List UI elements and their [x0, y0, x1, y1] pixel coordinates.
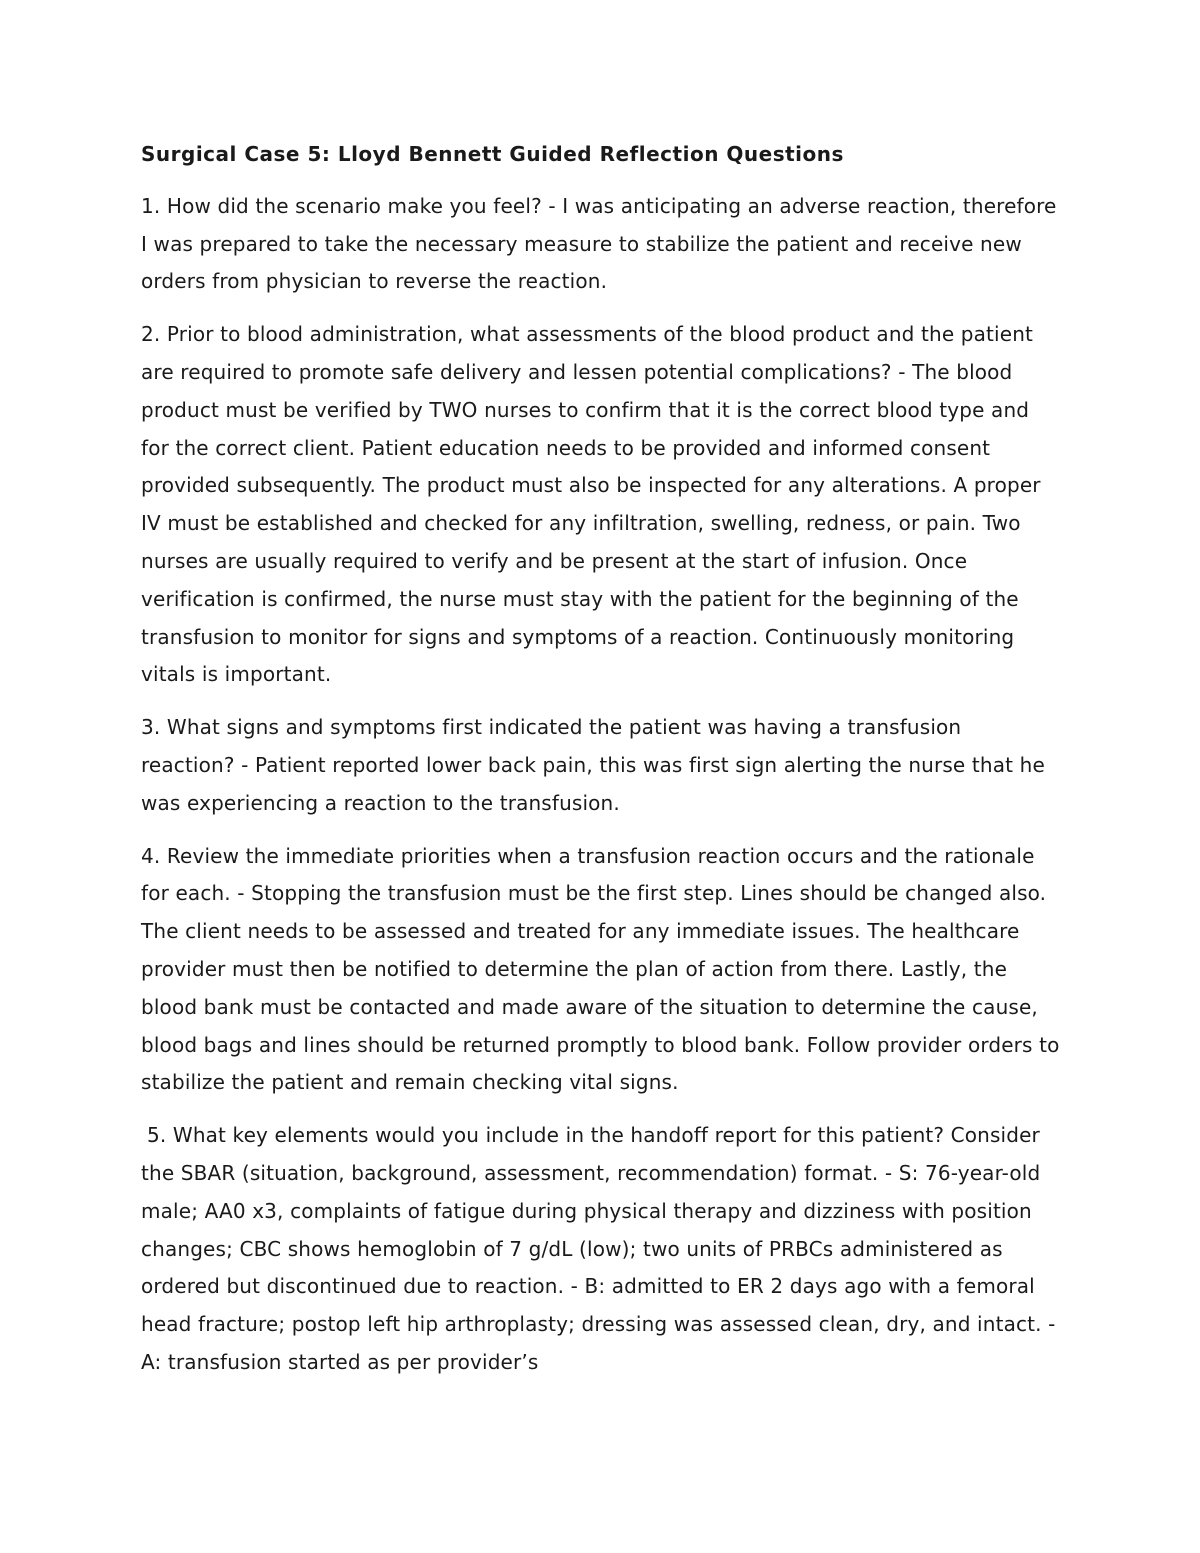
question-5-paragraph: 5. What key elements would you include in the handoff report for this patient? Consider the SBAR (situation, background, assessment, recommendation) format. - S: 76-year-old male; AA0 x3, complaints of fatigue during physical therapy and dizziness with position changes; CBC shows hemoglobin of 7 g/dL (low); two units of PRBCs administered as ordered but discontinued due to reaction. - B: admitted to ER 2 days ago with a femoral head fracture; postop left hip arthroplasty; dressing was assessed clean, dry, and intact. - A: transfusion started as per provider’s	[141, 1123, 1056, 1374]
document-title: Surgical Case 5: Lloyd Bennett Guided Reflection Questions	[141, 142, 844, 166]
document-body	[141, 136, 1061, 1397]
question-1-paragraph: 1. How did the scenario make you feel? - I was anticipating an adverse reaction, therefore I was prepared to take the necessary measure to stabilize the patient and receive new orders from physician to reverse the reaction.	[141, 193, 1057, 294]
question-3-paragraph: 3. What signs and symptoms first indicated the patient was having a transfusion reaction? - Patient reported lower back pain, this was first sign alerting the nurse that he was experiencing a reaction to the transfusion.	[141, 715, 1045, 815]
question-2-paragraph: 2. Prior to blood administration, what assessments of the blood product and the patient are required to promote safe delivery and lessen potential complications? - The blood product must be verified by TWO nurses to confirm that it is the correct blood type and for the correct client. Patient education needs to be provided and informed consent provided subsequently. The product must also be inspected for any alterations. A proper IV must be established and checked for any infiltration, swelling, redness, or pain. Two nurses are usually required to verify and be present at the start of infusion. Once verification is confirmed, the nurse must stay with the patient for the beginning of the transfusion to monitor for signs and symptoms of a reaction. Continuously monitoring vitals is important.	[141, 322, 1041, 687]
question-4-paragraph: 4. Review the immediate priorities when a transfusion reaction occurs and the rationale for each. - Stopping the transfusion must be the first step. Lines should be changed also. The client needs to be assessed and treated for any immediate issues. The healthcare provider must then be notified to determine the plan of action from there. Lastly, the blood bank must be contacted and made aware of the situation to determine the cause, blood bags and lines should be returned promptly to blood bank. Follow provider orders to stabilize the patient and remain checking vital signs.	[141, 843, 1060, 1095]
